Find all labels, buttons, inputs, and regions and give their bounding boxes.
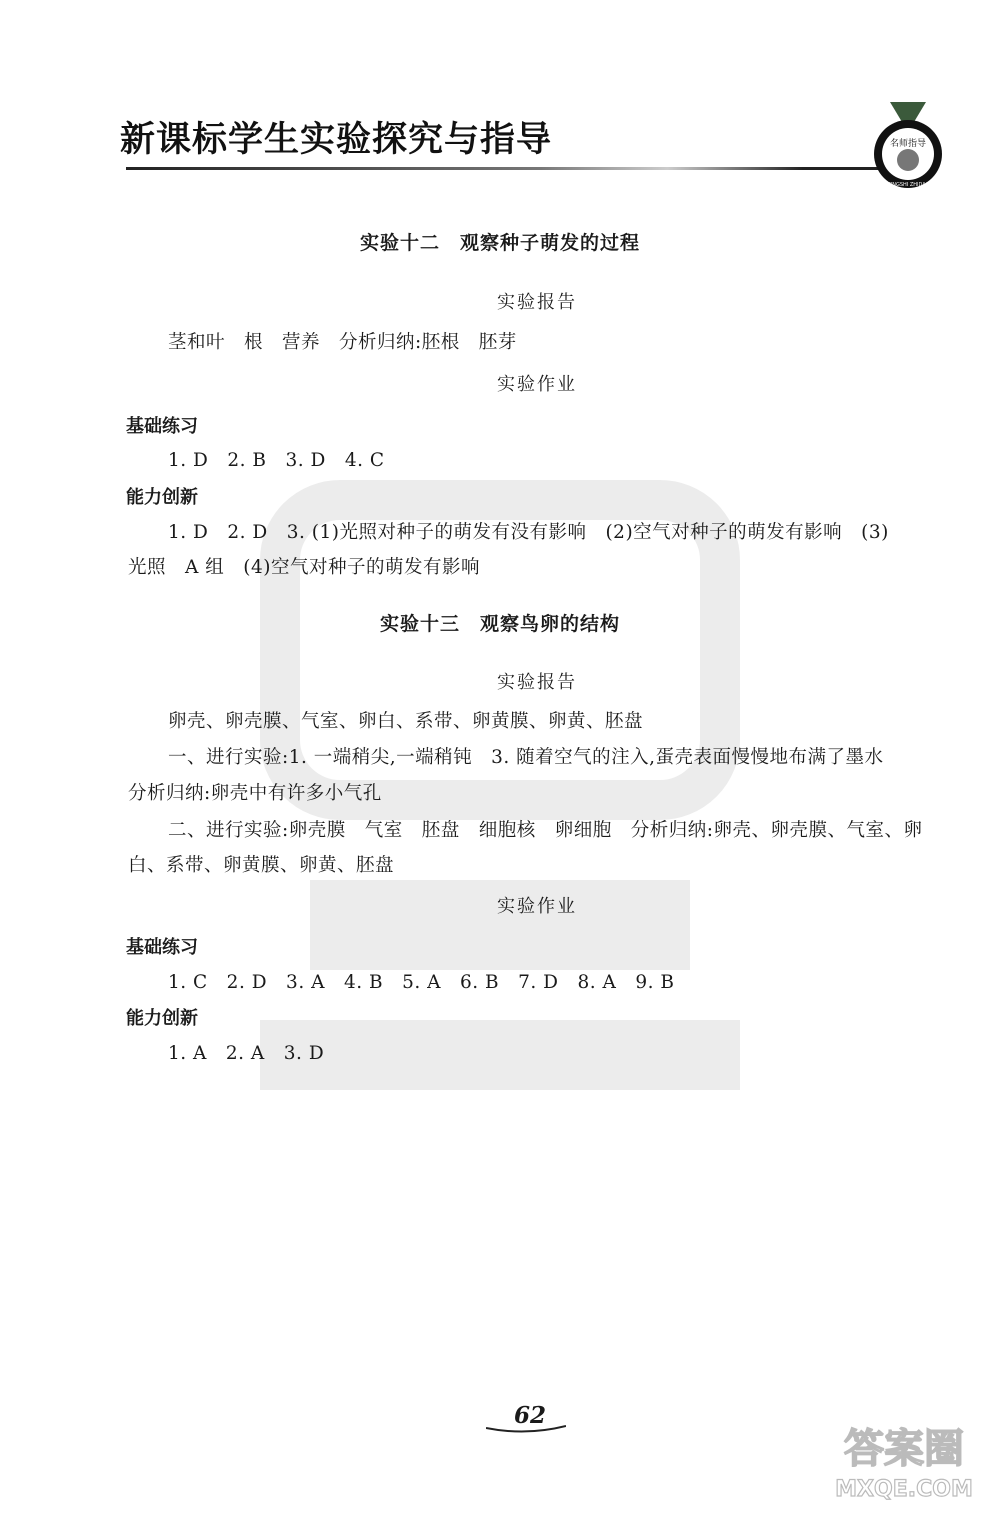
svg-text:名师指导: 名师指导 [889, 139, 927, 149]
ability-line: 1. A 2. A 3. D [168, 1043, 325, 1064]
homework-heading-12: 实验作业 [497, 374, 577, 395]
report-line: 一、进行实验:1. 一端稍尖,一端稍钝 3. 随着空气的注入,蛋壳表面慢慢地布满了墨水 [168, 747, 884, 768]
page-number: 62 [514, 1402, 547, 1429]
ability-label: 能力创新 [126, 487, 198, 508]
page-number-swash [486, 1424, 566, 1434]
experiment-12-title: 实验十二 观察种子萌发的过程 [359, 232, 640, 254]
report-line: 分析归纳:卵壳中有许多小气孔 [128, 783, 382, 804]
svg-text:答案圈: 答案圈 [844, 1426, 964, 1472]
svg-text:MINGSHI ZHIDAO: MINGSHI ZHIDAO [886, 182, 930, 188]
experiment-13-title: 实验十三 观察鸟卵的结构 [379, 613, 620, 635]
header-rule [126, 167, 878, 170]
report-line: 茎和叶 根 营养 分析归纳:胚根 胚芽 [168, 332, 517, 353]
report-line: 白、系带、卵黄膜、卵黄、胚盘 [128, 855, 395, 876]
basic-answers: 1. C 2. D 3. A 4. B 5. A 6. B 7. D 8. A 9. B [168, 972, 675, 993]
ability-label: 能力创新 [126, 1008, 198, 1029]
ability-line: 光照 A 组 (4)空气对种子的萌发有影响 [128, 557, 480, 578]
book-title: 新课标学生实验探究与指导 [120, 120, 553, 160]
report-heading-12: 实验报告 [497, 292, 577, 313]
report-line: 卵壳、卵壳膜、气室、卵白、系带、卵黄膜、卵黄、胚盘 [168, 711, 644, 732]
svg-text:MXQE.COM: MXQE.COM [835, 1477, 973, 1502]
report-heading-13: 实验报告 [497, 672, 577, 693]
publisher-logo-icon [860, 102, 956, 192]
answer-circle-logo [820, 1418, 988, 1504]
basic-practice-label: 基础练习 [126, 937, 198, 958]
ability-line: 1. D 2. D 3. (1)光照对种子的萌发有没有影响 (2)空气对种子的萌发有影响 (3) [168, 522, 889, 543]
report-line: 二、进行实验:卵壳膜 气室 胚盘 细胞核 卵细胞 分析归纳:卵壳、卵壳膜、气室、卵 [168, 820, 923, 841]
basic-practice-label: 基础练习 [126, 416, 198, 437]
basic-answers: 1. D 2. B 3. D 4. C [168, 450, 385, 471]
homework-heading-13: 实验作业 [497, 896, 577, 917]
